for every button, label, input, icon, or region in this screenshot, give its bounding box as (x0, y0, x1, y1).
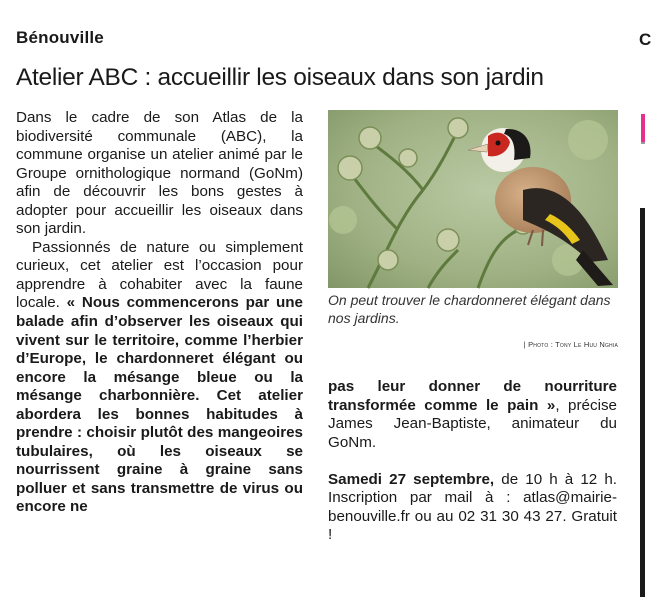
photo-caption: On peut trouver le chardonneret élégant dans nos jardins. (328, 292, 611, 326)
paragraph-second (16, 239, 303, 517)
next-article-accent (641, 114, 645, 142)
event-date: Samedi 27 septembre, (328, 470, 495, 488)
quote-end-text: pas leur donner de nourriture transformée comme le pain » (328, 378, 617, 414)
article-headline: Atelier ABC : accueillir les oiseaux dans son jardin (16, 64, 544, 91)
next-article-heading-fragment: C (639, 30, 651, 49)
quote-attribution: , précise James Jean-Baptiste, animateur du GoNm. (328, 396, 617, 451)
event-details: de 10 h à 12 h. Inscription par mail à : atlas@mairie-benouville.fr ou au 02 31 30 43 27. Gratuit ! (328, 470, 617, 544)
next-article-rule (641, 142, 645, 144)
goldfinch-photo (328, 110, 618, 288)
photo-credit: | Photo : Tony Le Huu Nghia (523, 340, 618, 349)
quote-text: « Nous commencerons par une balade afin d’observer les oiseaux qui vivent sur le territoire, comme l’herbier d’Europe, le chardonneret élégant ou encore la mésange bleue ou la mésange charbonnière. Cet atelier abordera les bonnes habitudes à prendre : choisir plutôt des mangeoires tubulaires, où les oiseaux se nourrissent graine à graine sans polluer et sans transmettre de virus ou encore ne (16, 294, 303, 516)
city-heading: Bénouville (16, 28, 104, 47)
article-column-2 (328, 378, 617, 545)
next-article-border (640, 208, 645, 597)
paragraph-intro: Dans le cadre de son Atlas de la biodiversité communale (ABC), la commune organise un atelier animé par le Groupe ornithologique normand (GoNm) afin de découvrir les bons gestes à adopter pour accueillir les oiseaux dans son jardin. (16, 109, 303, 238)
paragraph-second-intro: Passionnés de nature ou simplement curieux, cet atelier est l’occasion pour apprendre à cohabiter avec la faune locale. (16, 238, 303, 312)
article-column-1 (16, 109, 303, 517)
paragraph-quote-end (328, 378, 617, 452)
paragraph-event-info (328, 471, 617, 545)
